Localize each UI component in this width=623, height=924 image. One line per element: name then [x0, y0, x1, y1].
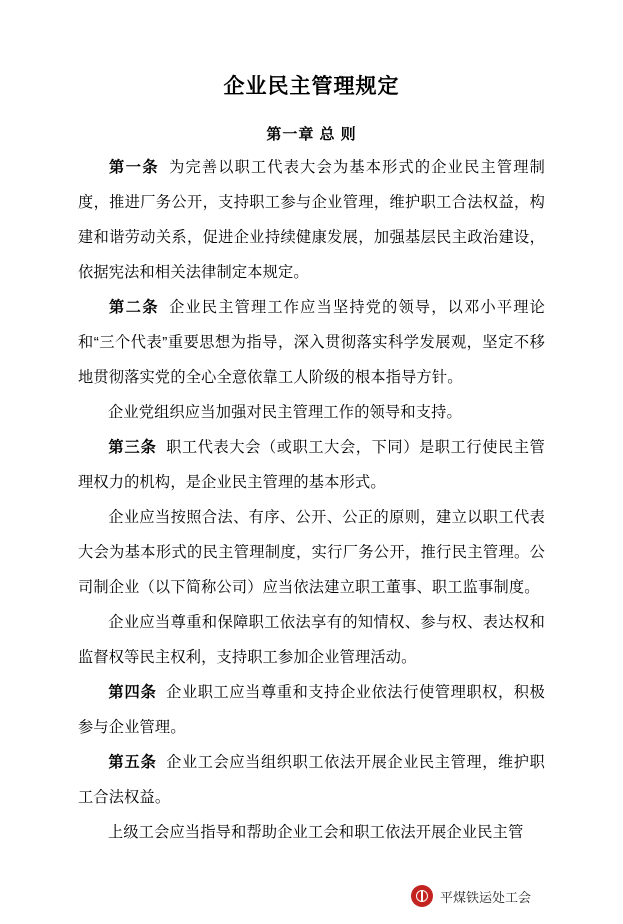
paragraph	[78, 430, 545, 500]
bottom-edge	[0, 920, 623, 924]
account-chip[interactable]	[411, 885, 531, 907]
paragraph	[78, 815, 545, 850]
chapter-heading: 第一章 总 则	[266, 126, 357, 144]
paragraph	[78, 605, 545, 675]
paragraph-text: 企业民主管理工作应当坚持党的领导，以邓小平理论和“三个代表”重要思想为指导，深入贯彻落实科学发展观，坚定不移地贯彻落实党的全心全意依靠工人阶级的根本指导方针。	[78, 299, 546, 387]
article-number: 第五条	[108, 754, 157, 772]
paragraph-text: 为完善以职工代表大会为基本形式的企业民主管理制度，推进厂务公开，支持职工参与企业管理，维护职工合法权益，构建和谐劳动关系，促进企业持续健康发展，加强基层民主政治建设，依据宪法和相关法律制定本规定。	[78, 159, 546, 282]
paragraph	[78, 290, 545, 395]
paragraph-text: 企业应当尊重和保障职工依法享有的知情权、参与权、表达权和监督权等民主权利，支持职工参加企业管理活动。	[78, 614, 545, 667]
article-number: 第三条	[108, 439, 157, 457]
paragraph-text: 企业职工应当尊重和支持企业依法行使管理职权，积极参与企业管理。	[78, 684, 545, 737]
paragraph	[78, 395, 545, 430]
document-page	[0, 72, 623, 924]
page-title: 企业民主管理规定	[223, 75, 400, 98]
paragraph	[78, 500, 545, 605]
paragraph-text: 上级工会应当指导和帮助企业工会和职工依法开展企业民主管	[108, 824, 524, 842]
paragraph-text: 企业应当按照合法、有序、公开、公正的原则，建立以职工代表大会为基本形式的民主管理制度，实行厂务公开，推行民主管理。公司制企业（以下简称公司）应当依法建立职工董事、职工监事制度。	[78, 509, 545, 597]
account-name: 平煤铁运处工会	[439, 889, 531, 905]
paragraph-text: 职工代表大会（或职工大会，下同）是职工行使民主管理权力的机构，是企业民主管理的基本形式。	[78, 439, 545, 492]
footer-band	[0, 868, 623, 924]
paragraph	[78, 745, 545, 815]
article-number: 第二条	[108, 299, 160, 317]
paragraph-text: 企业党组织应当加强对民主管理工作的领导和支持。	[108, 404, 462, 422]
paragraph	[78, 150, 545, 290]
paragraph	[78, 675, 545, 745]
paragraph-text: 企业工会应当组织职工依法开展企业民主管理，维护职工合法权益。	[78, 754, 545, 807]
article-number: 第四条	[108, 684, 157, 702]
article-number: 第一条	[108, 159, 160, 177]
union-badge-icon	[411, 885, 433, 907]
document-body	[0, 72, 623, 850]
